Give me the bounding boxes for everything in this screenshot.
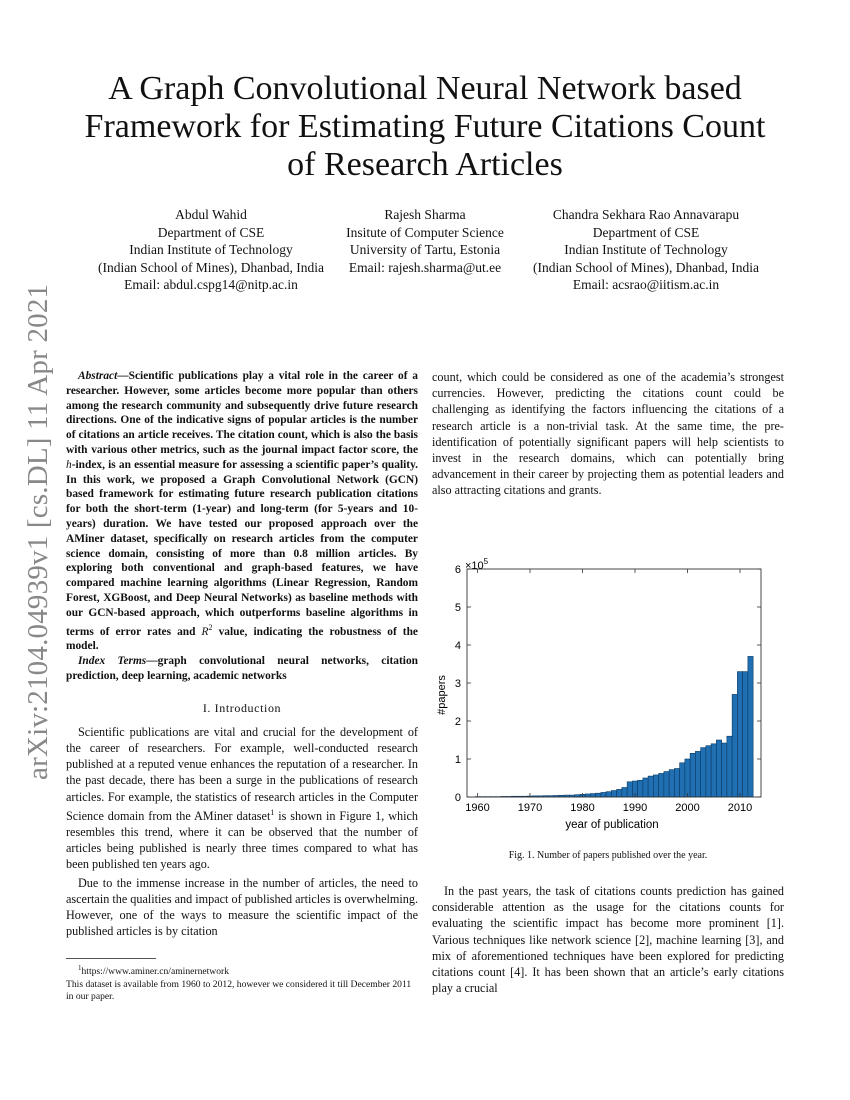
arxiv-identifier: arXiv:2104.04939v1 [cs.DL] 11 Apr 2021 [22,283,54,780]
author-email: Email: rajesh.sharma@ut.ee [348,259,502,275]
index-terms-label: Index Terms [78,654,147,667]
bar [622,788,627,798]
bar [617,789,622,797]
bar [653,775,658,797]
footnote-url: https://www.aminer.cn/aminernetwork [81,966,230,978]
author-line: Indian Institute of Technology [129,242,293,257]
author-name: Rajesh Sharma [384,207,466,222]
bar [638,780,643,797]
footnote-mark: 1 [270,807,275,817]
bar [680,763,685,797]
bar [611,791,616,797]
y-tick-label: 0 [454,792,461,804]
author-line: Indian Institute of Technology [564,242,728,257]
bar [601,792,606,797]
bar [606,792,611,797]
section-heading: I. Introduction [202,700,282,715]
title-line: of Research Articles [287,146,563,183]
bar [690,753,695,797]
y-multiplier: $\times 10^5$ [465,557,489,572]
title-line: A Graph Convolutional Neural Network based [108,70,742,107]
chart-plot-area [455,564,761,814]
y-tick-label: 2 [454,716,461,728]
author-block-2 [330,206,520,276]
abstract: Abstract—Scientific publications play a vital role in the career of a researcher. However, some articles become more popular than others among the research community and subsequently drive future research directions. One of the indicative signs of popular articles is the number of citations an article receives. The citation count, which is also the basis with various other metrics, such as the journal impact factor score, the h-index, is an essential measure for assessing a scientific paper’s quality. In this work, we proposed a Graph Convolutional Network (GCN) based framework for estimating future research publication citations for both the short-term (1-year) and long-term (for 5-years and 10-years) duration. We have tested our proposed approach over the AMiner dataset, specifically on research articles from the computer science domain, consisting of more than 0.8 million articles. By exploring both conventional and graph-based features, we have compared machine learning algorithms (Linear Regression, Random Forest, XGBoost, and Deep Neural Networks) as baseline methods with our GCN-based approach, which outperforms baseline algorithms in terms of error rates and $R^2$ value, indicating the robustness of the model. [66,370,418,653]
y-axis-label: #papers [436,675,448,715]
x-tick-label: 1960 [465,802,490,814]
intro-paragraph: Scientific publications are vital and crucial for the development of the career of researchers. For example, well-conducted research published at a reputed venue enhances the reputation of a researcher. In the past decade, there has been a surge in the publications of research articles. For example, the statistics of research articles in the Computer Science domain from the AMiner dataset$^1$ is shown in Figure 1, which resembles this trend, where it can be observed that the number of articles being published is nearly three times compared to what has been published ten years ago. [66,724,418,872]
x-tick-label: 2010 [727,802,753,814]
bar [701,748,706,797]
author-block-1 [70,206,352,294]
right-column-top [432,369,784,499]
bar [590,794,595,797]
bar [664,772,669,797]
bar [711,744,716,797]
y-tick-label: 1 [454,754,461,766]
author-block-3 [515,206,777,294]
bar [716,740,721,797]
bar [648,776,653,797]
bar [669,770,674,797]
x-tick-label: 1970 [517,802,543,814]
author-name: Abdul Wahid [175,207,247,222]
figure-caption: Fig. 1. Number of papers published over the year. [508,850,708,861]
intro-paragraph: Due to the immense increase in the number of articles, the need to ascertain the qualities and impact of published articles is overwhelming. However, one of the ways to measure the scientific impact of the published articles is by citation [66,875,418,939]
body-paragraph: count, which could be considered as one of the academia’s strongest currencies. However, predicting the citations count could be challenging as identifying the factors influencing the citations of a research article is a non-trivial task. At the same time, the pre-identification of potentially significant papers will help scientists to invest in the research domains, which can potentially bring advancement in their career by projecting them as potential leaders and also attracting citations and grants. [432,370,784,498]
author-line: (Indian School of Mines), Dhanbad, India [97,259,325,275]
x-tick-label: 2000 [675,802,700,814]
bar [743,672,748,797]
y-tick-label: 4 [454,640,461,652]
footnote-rule [66,958,156,959]
author-line: Department of CSE [157,224,265,240]
bar [706,746,711,797]
author-line: Insitute of Computer Science [346,224,504,240]
body-paragraph: In the past years, the task of citations counts prediction has gained considerable attention as the usage for the citations counts for evaluating the scientific impact has become more prominent [1]. Various techniques like network science [2], machine learning [3], and mix of aforementioned techniques have been explored for predicting citations count [4]. It has been shown that an article’s early citations play a crucial [432,884,784,996]
bar [674,769,679,798]
bar [643,778,648,797]
x-tick-label: 1980 [570,802,595,814]
author-line: (Indian School of Mines), Dhanbad, India [532,259,760,275]
y-tick-label: 3 [454,678,461,690]
y-tick-label: 6 [454,564,461,576]
author-line: Department of CSE [592,224,700,240]
index-terms: Index Terms—graph convolutional neural networks, citation prediction, deep learning, academic networks [66,654,418,682]
bar [732,694,737,797]
x-tick-label: 1990 [622,802,648,814]
bar [727,736,732,797]
title-line: Framework for Estimating Future Citations Count [84,108,766,145]
r-symbol: R [201,625,209,638]
right-column-bottom [432,883,784,996]
figure-1-chart [425,555,785,840]
bar [596,793,601,797]
bar [737,672,742,797]
abstract-label: Abstract [78,370,118,382]
h-symbol: h [66,458,72,471]
bar [748,656,753,797]
bar [685,759,690,797]
author-line: University of Tartu, Estonia [349,242,501,257]
author-email: Email: acsrao@iitism.ac.in [572,277,720,292]
footnote-text: This dataset is available from 1960 to 2012, however we considered it till December 2011 in our paper. [66,978,412,1002]
left-column [66,369,418,939]
bar [722,743,727,797]
author-email: Email: abdul.cspg14@nitp.ac.in [124,277,298,292]
bar [659,773,664,797]
y-tick-label: 5 [454,602,461,614]
footnote: $^1$https://www.aminer.cn/aminernetwork This dataset is available from 1960 to 2012, however we considered it till December 2011 in our paper. [66,958,418,1003]
x-axis-label: year of publication [565,819,659,831]
bar [585,794,590,797]
author-name: Chandra Sekhara Rao Annavarapu [552,207,740,222]
bar [627,782,632,797]
bar [695,751,700,797]
paper-title [60,70,790,184]
